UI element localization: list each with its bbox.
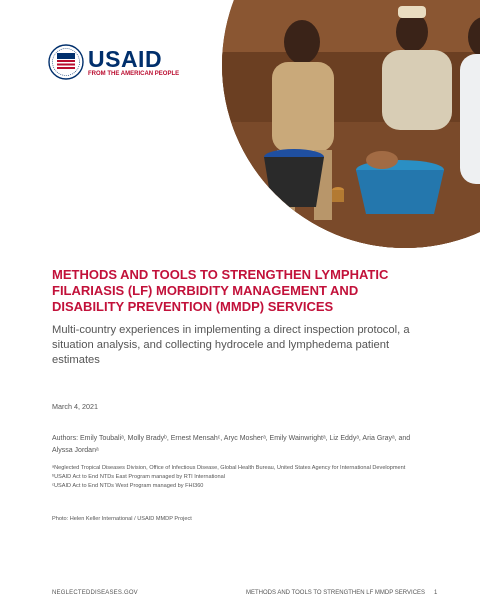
affiliation-b: ᵇUSAID Act to End NTDs East Program managed by RTI International xyxy=(52,473,226,480)
page-number: 1 xyxy=(434,590,438,596)
photo-of-men-washing-feet-icon xyxy=(222,0,480,248)
author-list: Authors: Emily Toubaliᵃ, Molly Bradyᵇ, Ernest Mensahᶜ, Aryc Mosherᵃ, Emily Wainwrightᵃ, Liz Eddyᵃ, Aria Grayᵃ, and Alyssa Jordanᵃ xyxy=(52,435,411,454)
cover-photo xyxy=(222,0,480,248)
footer-website: NEGLECTEDDISEASES.GOV xyxy=(52,590,138,596)
usaid-logo xyxy=(48,44,178,84)
footer-running-title: METHODS AND TOOLS TO STRENGTHEN LF MMDP SERVICES xyxy=(246,590,426,596)
affiliations xyxy=(52,464,432,490)
usaid-wordmark: USAID xyxy=(88,46,163,72)
affiliation-a: ᵃNeglected Tropical Diseases Division, Office of Infectious Disease, Global Health Bureau, United States Agency for International Development xyxy=(52,465,406,471)
affiliation-c: ᶜUSAID Act to End NTDs West Program managed by FHI360 xyxy=(52,482,204,489)
report-date: March 4, 2021 xyxy=(52,402,98,411)
report-subtitle: Multi-country experiences in implementing a direct inspection protocol, a situation analysis, and collecting hydrocele and lymphedema patient estimates xyxy=(52,324,410,366)
usaid-seal-icon xyxy=(48,44,84,80)
usaid-tagline: FROM THE AMERICAN PEOPLE xyxy=(88,71,180,77)
report-title: METHODS AND TOOLS TO STRENGTHEN LYMPHATIC FILARIASIS (LF) MORBIDITY MANAGEMENT AND DISABILITY PREVENTION (MMDP) SERVICES xyxy=(52,267,389,314)
photo-credit: Photo: Helen Keller International / USAID MMDP Project xyxy=(52,516,192,522)
